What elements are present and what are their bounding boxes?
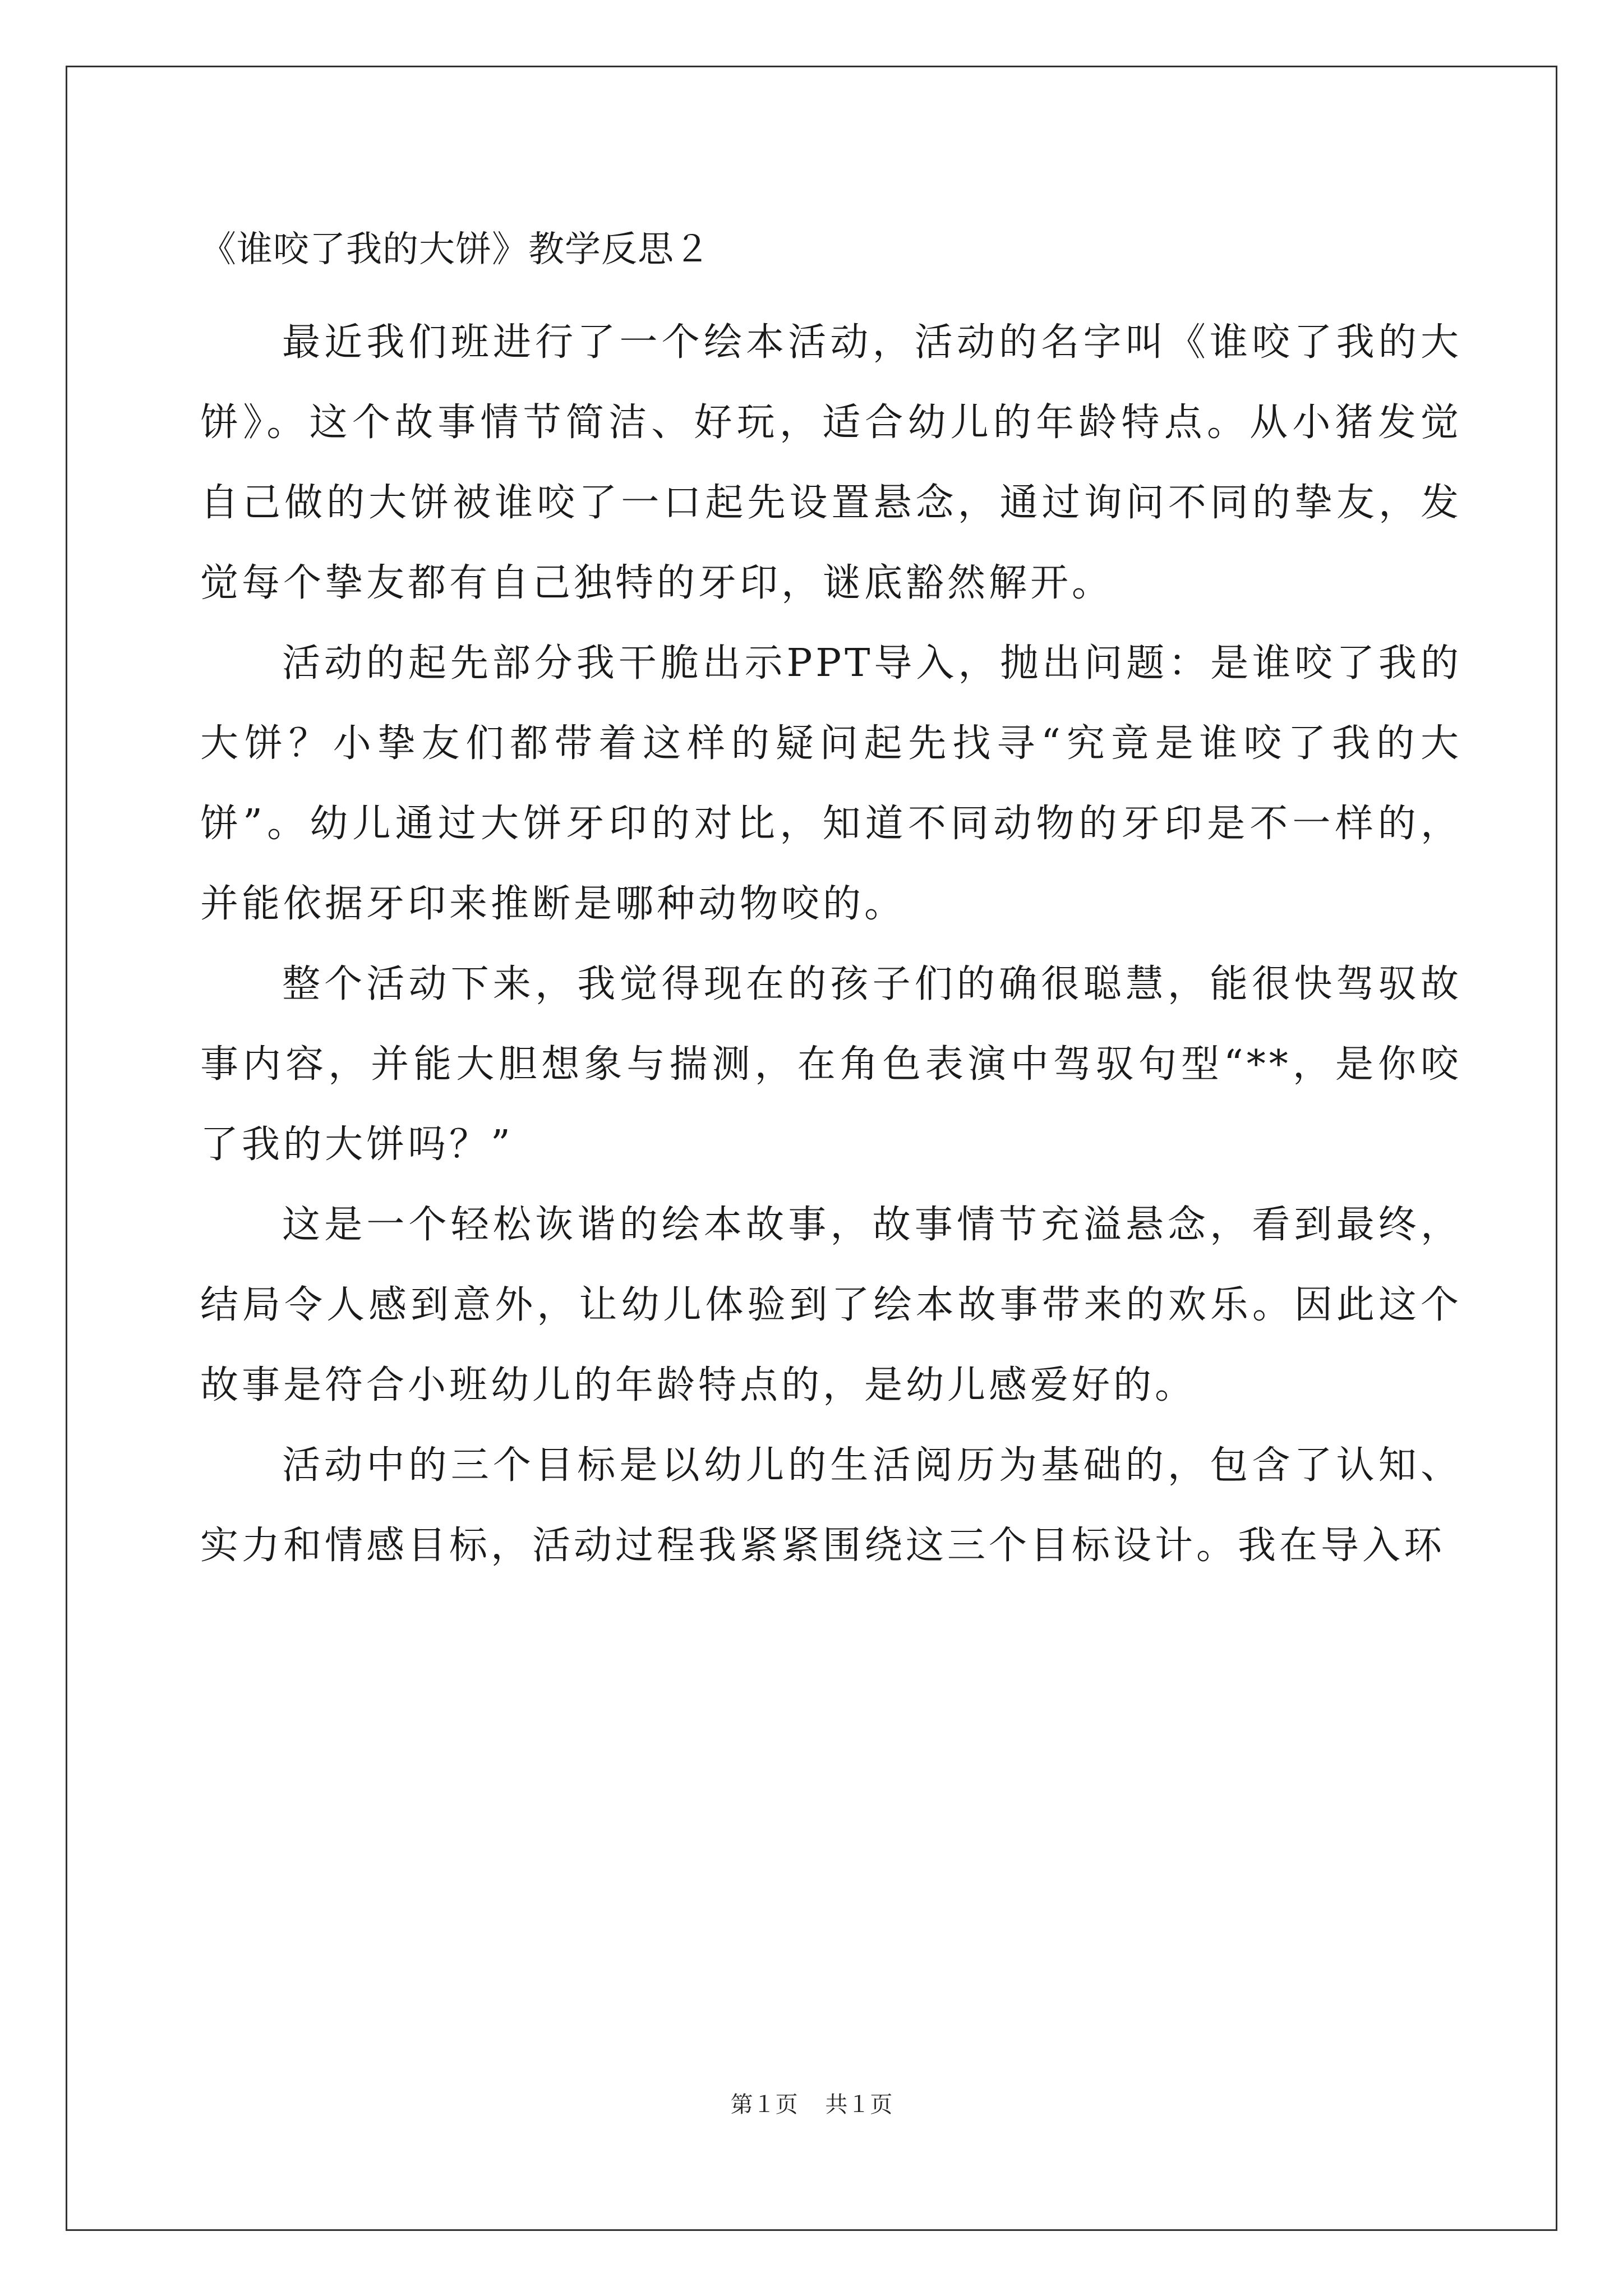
- paragraph-2: 活动的起先部分我干脆出示PPT导入，抛出问题：是谁咬了我的大饼？小挚友们都带着这样的疑问起先找寻“究竟是谁咬了我的大饼”。幼儿通过大饼牙印的对比，知道不同动物的牙印是不一样的，并能依据牙印来推断是哪种动物咬的。: [200, 641, 1462, 926]
- document-title: 《谁咬了我的大饼》教学反思２: [200, 229, 711, 270]
- paragraph-5: 活动中的三个目标是以幼儿的生活阅历为基础的，包含了认知、实力和情感目标，活动过程我紧紧围绕这三个目标设计。我在导入环: [200, 1443, 1462, 1568]
- document-body: [200, 222, 1462, 1586]
- paragraph-1: 最近我们班进行了一个绘本活动，活动的名字叫《谁咬了我的大饼》。这个故事情节简洁、好玩，适合幼儿的年龄特点。从小猪发觉自己做的大饼被谁咬了一口起先设置悬念，通过询问不同的挚友，发觉每个挚友都有自己独特的牙印，谜底豁然解开。: [200, 320, 1462, 605]
- page-footer: [0, 2087, 1623, 2119]
- page-number-current: 第１页: [730, 2092, 798, 2118]
- page-number-total: 共１页: [825, 2092, 893, 2118]
- paragraph-4: 这是一个轻松诙谐的绘本故事，故事情节充溢悬念，看到最终，结局令人感到意外，让幼儿体验到了绘本故事带来的欢乐。因此这个故事是符合小班幼儿的年龄特点的，是幼儿感爱好的。: [200, 1203, 1462, 1407]
- paragraph-3: 整个活动下来，我觉得现在的孩子们的确很聪慧，能很快驾驭故事内容，并能大胆想象与揣测，在角色表演中驾驭句型“**，是你咬了我的大饼吗？”: [200, 962, 1462, 1167]
